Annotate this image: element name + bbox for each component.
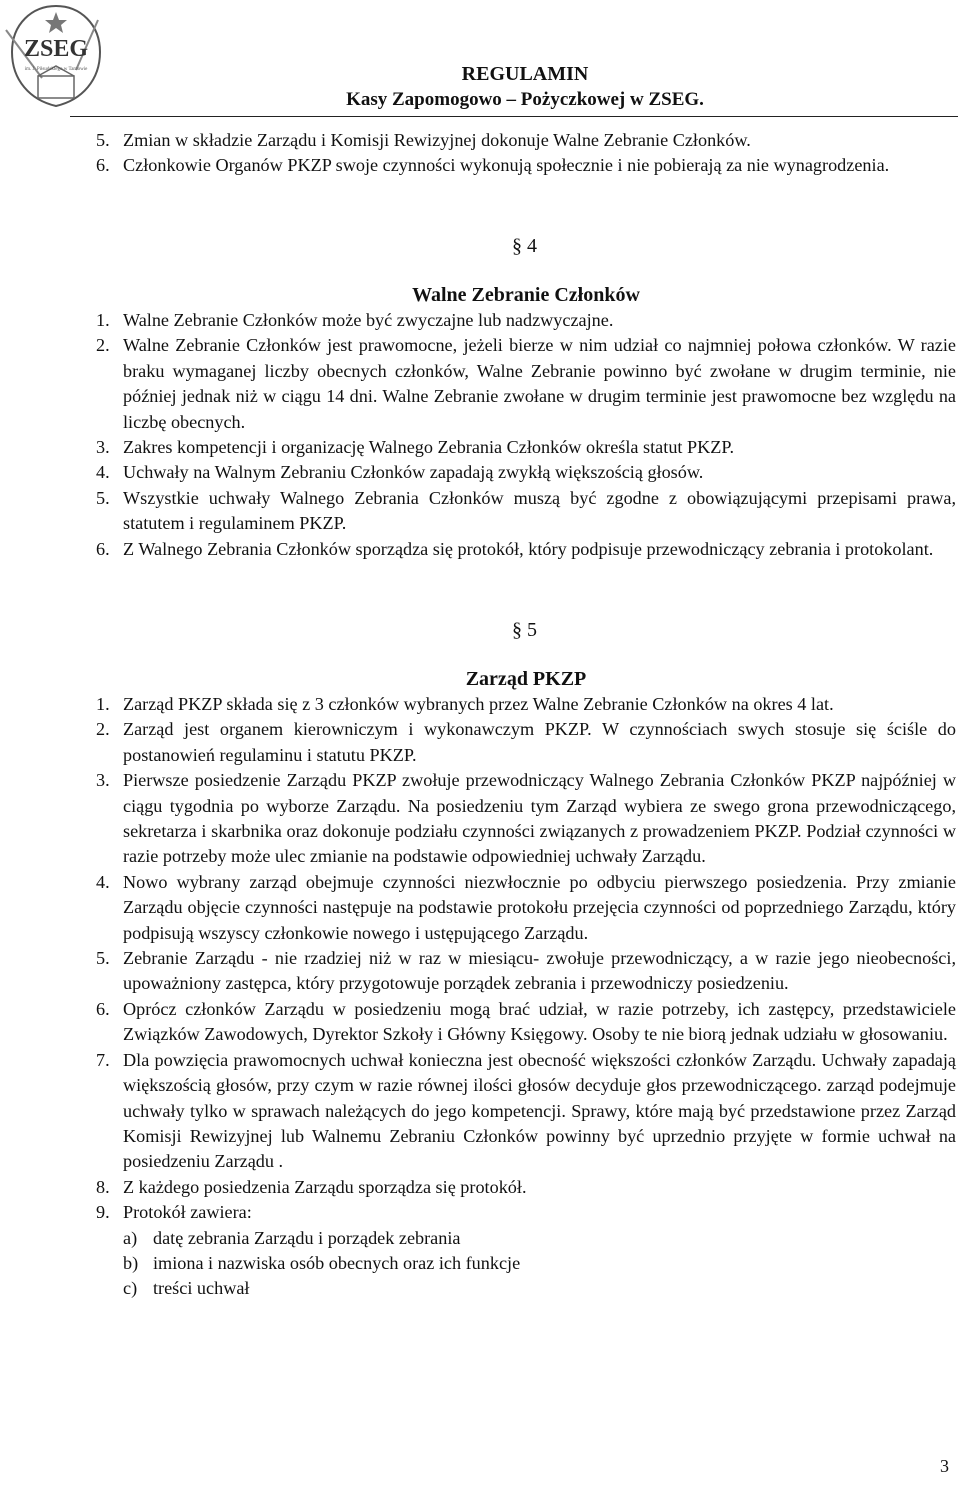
logo-text: ZSEG	[23, 36, 89, 62]
list-item: 3. Zakres kompetencji i organizację Walnego Zebrania Członków określa statut PKZP.	[96, 437, 735, 458]
list-item: 1. Walne Zebranie Członków może być zwyczajne lub nadzwyczajne.	[96, 310, 614, 330]
section-5-list	[96, 692, 956, 1302]
sub-list	[96, 1226, 956, 1302]
list-item: 6. Członkowie Organów PKZP swoje czynności wykonują społecznie i nie pobierają za nie wynagrodzenia.	[96, 155, 890, 176]
sub-list-item: c) treści uchwał	[123, 1278, 250, 1299]
section-5-title: Zarząd PKZP	[465, 668, 587, 690]
logo-subtext: im. J. Piłsudskiego w Tarnowie	[24, 67, 88, 72]
sub-list-item: a) datę zebrania Zarządu i porządek zebrania	[123, 1227, 461, 1248]
list-item: 7. Dla powzięcia prawomocnych uchwał konieczna jest obecność większości członków Zarządu. Uchwały zapadają większością głosów, przy czym w razie równej ilości głosów decyduje głos przewodniczącego. zarząd podejmuje uchwały tylko w sprawach należących do jego kompetencji. Sprawy, które mają być przedstawione przez Zarząd Komisji Rewizyjnej lub Walnemu Zebraniu Członków powinny być uprzednio przyjęte w formie uchwał na posiedzeniu Zarządu .	[96, 1049, 956, 1172]
list-item: 1. Zarząd PKZP składa się z 3 członków wybranych przez Walne Zebranie Członków na okres 4 lat.	[96, 694, 834, 714]
list-item: 6. Oprócz członków Zarządu w posiedzeniu mogą brać udział, w razie potrzeby, ich zastępcy, przedstawiciele Związków Zawodowych, Dyrektor Szkoły i Główny Księgowy. Osoby te nie biorą jednak udziału w głosowaniu.	[96, 998, 956, 1045]
section-4-title: Walne Zebranie Członków	[412, 284, 640, 306]
document-subtitle: Kasy Zapomogowo – Pożyczkowej w ZSEG.	[346, 89, 704, 110]
list-item: 3. Pierwsze posiedzenie Zarządu PKZP zwołuje przewodniczący Walnego Zebrania Członków PKZP najpóźniej w ciągu tygodnia po wyborze Zarządu. Na posiedzeniu tym Zarząd wybiera ze swego grona przewodniczącego, sekretarza i skarbnika oraz dokonuje podziału czynności związanych z prowadzeniem PKZP. Podział czynności w razie potrzeby może ulec zmianie na podstawie odpowiedniej uchwały Zarządu.	[96, 770, 956, 867]
list-item: 5. Zmian w składzie Zarządu i Komisji Rewizyjnej dokonuje Walne Zebranie Członków.	[96, 130, 751, 150]
document-title: REGULAMIN	[461, 63, 589, 85]
page-number: 3	[940, 1456, 949, 1476]
list-item: 8. Z każdego posiedzenia Zarządu sporządza się protokół.	[96, 1176, 527, 1197]
list-item: 4. Uchwały na Walnym Zebraniu Członków zapadają zwykłą większością głosów.	[96, 462, 704, 483]
school-logo	[2, 0, 110, 112]
section-4-list	[96, 308, 956, 562]
list-item: 5. Zebranie Zarządu - nie rzadziej niż w raz w miesiącu- zwołuje przewodniczący, a w razie jego nieobecności, upoważniony zastępca, który przygotowuje porządek zebrania i przewodniczy posiedzeniu.	[96, 948, 956, 994]
sub-list-item: b) imiona i nazwiska osób obecnych oraz ich funkcje	[123, 1252, 521, 1273]
section-4-mark: § 4	[512, 235, 537, 257]
list-item: 6. Z Walnego Zebrania Członków sporządza się protokół, który podpisuje przewodniczący zebrania i protokolant.	[96, 538, 934, 559]
section-5-mark: § 5	[512, 619, 537, 641]
list-item: 5. Wszystkie uchwały Walnego Zebrania Członków muszą być zgodne z obowiązującymi przepisami prawa, statutem i regulaminem PKZP.	[96, 487, 956, 534]
list-item: 4. Nowo wybrany zarząd obejmuje czynności niezwłocznie po odbyciu pierwszego posiedzenia. Przy zmianie Zarządu objęcie czynności następuje na podstawie protokołu przejęcia czynności od poprzedniego Zarządu, który podpisują wszyscy członkowie nowego i ustępującego Zarządu.	[96, 871, 956, 943]
intro-list	[96, 128, 956, 179]
list-item: 2. Walne Zebranie Członków jest prawomocne, jeżeli bierze w nim udział co najmniej połowa członków. W razie braku wymaganej liczby obecnych członków, Walne Zebranie powinno być zwołane w drugim terminie, nie później jednak niż w ciągu 14 dni. Walne Zebranie zwołane w drugim terminie jest prawomocne bez względu na liczbę obecnych.	[96, 335, 956, 432]
list-item: 2. Zarząd jest organem kierowniczym i wykonawczym PKZP. W czynnościach swych stosuje się ściśle do postanowień regulaminu i statutu PKZP.	[96, 719, 956, 765]
list-item: 9. Protokół zawiera:	[96, 1202, 252, 1223]
header-divider	[70, 116, 958, 117]
